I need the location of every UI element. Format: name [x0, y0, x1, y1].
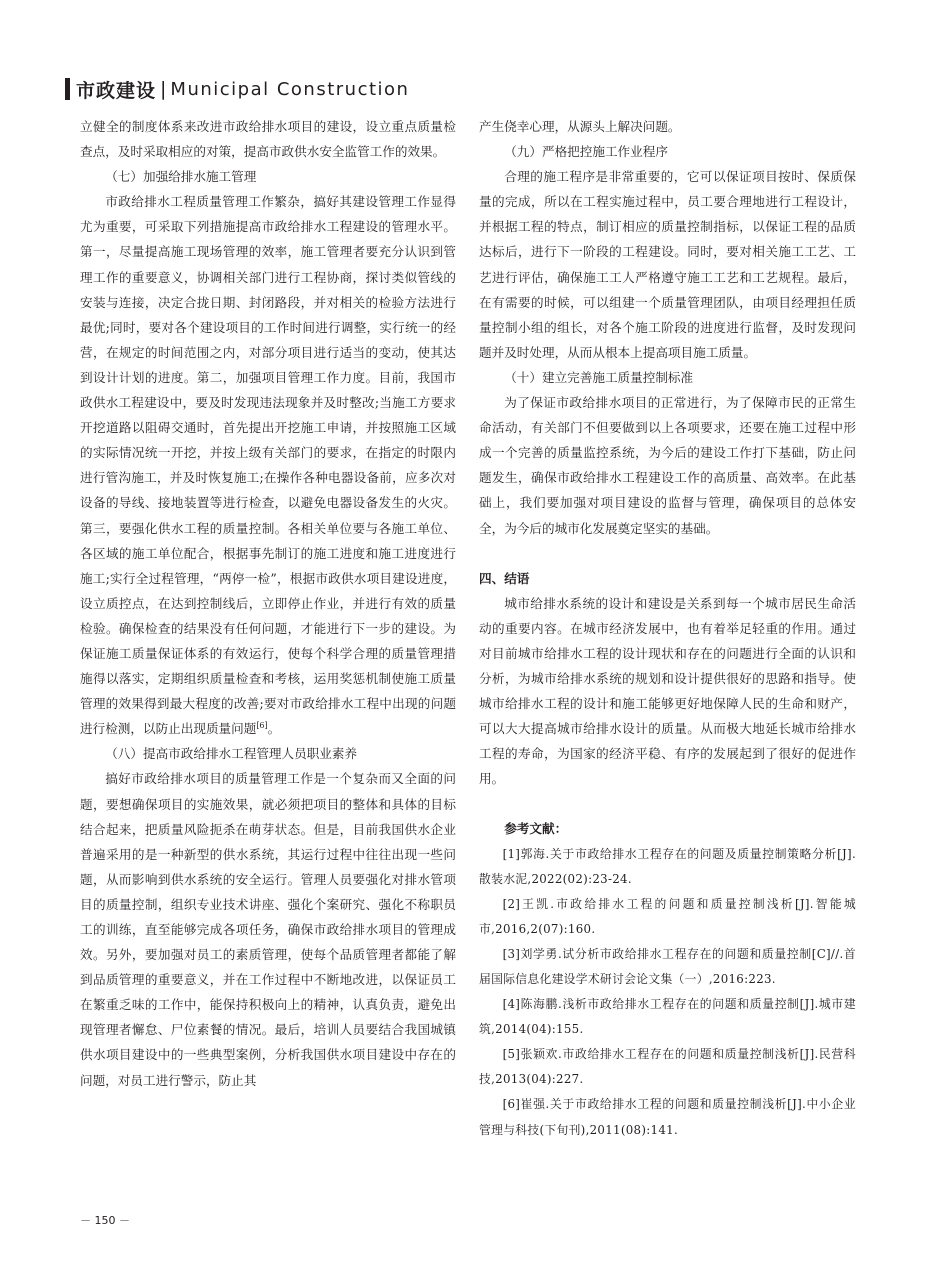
left-column: [80, 114, 456, 1093]
subheading-8: （八）提高市政给排水工程管理人员职业素养: [105, 746, 358, 762]
paragraph: 立健全的制度体系来改进市政给排水项目的建设，设立重点质量检查点，及时采取相应的对策，提高市政供水安全监管工作的效果。: [80, 119, 456, 160]
reference-item: [1]郭海.关于市政给排水工程存在的问题及质量控制策略分析[J].散装水泥,2022(02):23-24.: [479, 846, 856, 886]
header-separator: |: [160, 78, 167, 100]
header-title-cn: 市政建设: [76, 79, 157, 102]
reference-item: [4]陈海鹏.浅析市政给排水工程存在的问题和质量控制[J].城市建筑,2014(04):155.: [479, 997, 856, 1037]
right-column: [479, 114, 856, 1143]
paragraph: 搞好市政给排水项目的质量管理工作是一个复杂而又全面的问题，要想确保项目的实施效果，就必须把项目的整体和具体的目标结合起来，把质量风险扼杀在萌芽状态。但是，目前我国供水企业普遍采用的是一种新型的供水系统，其运行过程中往往出现一些问题，从而影响到供水系统的安全运行。管理人员要强化对排水管项目的质量控制，组织专业技术讲座、强化个案研究、强化不称职员工的训练，直至能够完成各项任务，确保市政给排水项目的管理成效。另外，要加强对员工的素质管理，使每个品质管理者都能了解到品质管理的重要意义，并在工作过程中不断地改进，以保证员工在繁重乏味的工作中，能保持积极向上的精神，认真负责，避免出现管理者懈怠、尸位素餐的情况。最后，培训人员要结合我国城镇供水项目建设中的一些典型案例，分析我国供水项目建设中存在的问题，对员工进行警示，防止其: [80, 771, 456, 1088]
paragraph-text: 市政给排水工程质量管理工作繁杂，搞好其建设管理工作显得尤为重要，可采取下列措施提高市政给排水工程建设的管理水平。第一，尽量提高施工现场管理的效率，施工管理者要充分认识到管理工作的重要意义，协调相关部门进行工程协商，探讨类似管线的安装与连接，决定合拢日期、封闭路段，并对相关的检验方法进行最优;同时，要对各个建设项目的工作时间进行调整，实行统一的经营，在规定的时间范围之内，对部分项目进行适当的变动，使其达到设计计划的进度。第二，加强项目管理工作力度。目前，我国市政供水工程建设中，要及时发现违法现象并及时整改;当施工方要求开挖道路以阻碍交通时，首先提出开挖施工申请，并按照施工区域的实际情况统一开挖，并按上级有关部门的要求，在指定的时限内进行管沟施工，并及时恢复施工;在操作各种电器设备前，应多次对设备的导线、接地装置等进行检查，以避免电器设备发生的火灾。第三，要强化供水工程的质量控制。各相关单位要与各施工单位、各区域的施工单位配合，根据事先制订的施工进度和施工进度进行施工;实行全过程管理，“两停一检”，根据市政供水项目建设进度，设立质控点，在达到控制线后，立即停止作业，并进行有效的质量检验。确保检查的结果没有任何问题，才能进行下一步的建设。为保证施工质量保证体系的有效运行，使每个科学合理的质量管理措施得以落实，定期组织质量检查和考核，运用奖惩机制使施工质量管理的效果得到最大程度的改善;要对市政给排水工程中出现的问题进行检测，以防止出现质量问题: [80, 194, 456, 737]
paragraph: 合理的施工程序是非常重要的，它可以保证项目按时、保质保量的完成，所以在工程实施过程中，员工要合理地进行工程设计，并根据工程的特点，制订相应的质量控制指标，以保证工程的品质达标后，进行下一阶段的工程建设。同时，要对相关施工工艺、工艺进行评估，确保施工工人严格遵守施工工艺和工艺规程。最后，在有需要的时候，可以组建一个质量管理团队，由项目经理担任质量控制小组的组长，对各个施工阶段的进度进行监督，及时发现问题并及时处理，从而从根本上提高项目施工质量。: [479, 169, 856, 360]
reference-item: [2]王凯.市政给排水工程的问题和质量控制浅析[J].智能城市,2016,2(07):160.: [479, 896, 856, 936]
paragraph-end: 。: [267, 721, 281, 737]
header-bar-mark: [65, 78, 70, 100]
paragraph: 产生侥幸心理，从源头上解决问题。: [479, 119, 681, 134]
subheading-10: （十）建立完善施工质量控制标准: [504, 369, 694, 385]
paragraph: 为了保证市政给排水项目的正常进行，为了保障市民的正常生命活动，有关部门不但要做到以上各项要求，还要在施工过程中形成一个完善的质量监控系统，为今后的建设工作打下基础，防止问题发生，确保市政给排水工程建设工作的高质量、高效率。在此基础上，我们要加强对项目建设的监督与管理，确保项目的总体安全，为今后的城市化发展奠定坚实的基础。: [479, 395, 856, 536]
subheading-9: （九）严格把控施工作业程序: [504, 144, 668, 160]
reference-item: [3]刘学勇.试分析市政给排水工程存在的问题和质量控制[C]//.首届国际信息化建设学术研讨会论文集（一）,2016:223.: [479, 946, 856, 986]
reference-item: [6]崔强.关于市政给排水工程的问题和质量控制浅析[J].中小企业管理与科技(下旬刊),2011(08):141.: [479, 1097, 856, 1137]
subheading-7: （七）加强给排水施工管理: [105, 169, 257, 185]
paragraph: 城市给排水系统的设计和建设是关系到每一个城市居民生命活动的重要内容。在城市经济发展中，也有着举足轻重的作用。通过对目前城市给排水工程的设计现状和存在的问题进行全面的认识和分析，为城市给排水系统的规划和设计提供很好的思路和指导。使城市给排水工程的设计和施工能够更好地保障人民的生命和财产，可以大大提高城市给排水设计的质量。从而极大地延长城市给排水工程的寿命，为国家的经济平稳、有序的发展起到了很好的促进作用。: [479, 595, 856, 787]
citation-marker: [6]: [256, 721, 268, 731]
page-number: － 150 －: [80, 1214, 130, 1227]
header-title-en: Municipal Construction: [170, 78, 410, 100]
journal-header: [65, 76, 409, 102]
reference-item: [5]张颖欢.市政给排水工程存在的问题和质量控制浅析[J].民营科技,2013(04):227.: [479, 1047, 856, 1087]
paragraph: [80, 189, 456, 741]
section-heading-conclusion: 四、结语: [479, 570, 530, 586]
references-heading: 参考文献：: [504, 821, 568, 837]
